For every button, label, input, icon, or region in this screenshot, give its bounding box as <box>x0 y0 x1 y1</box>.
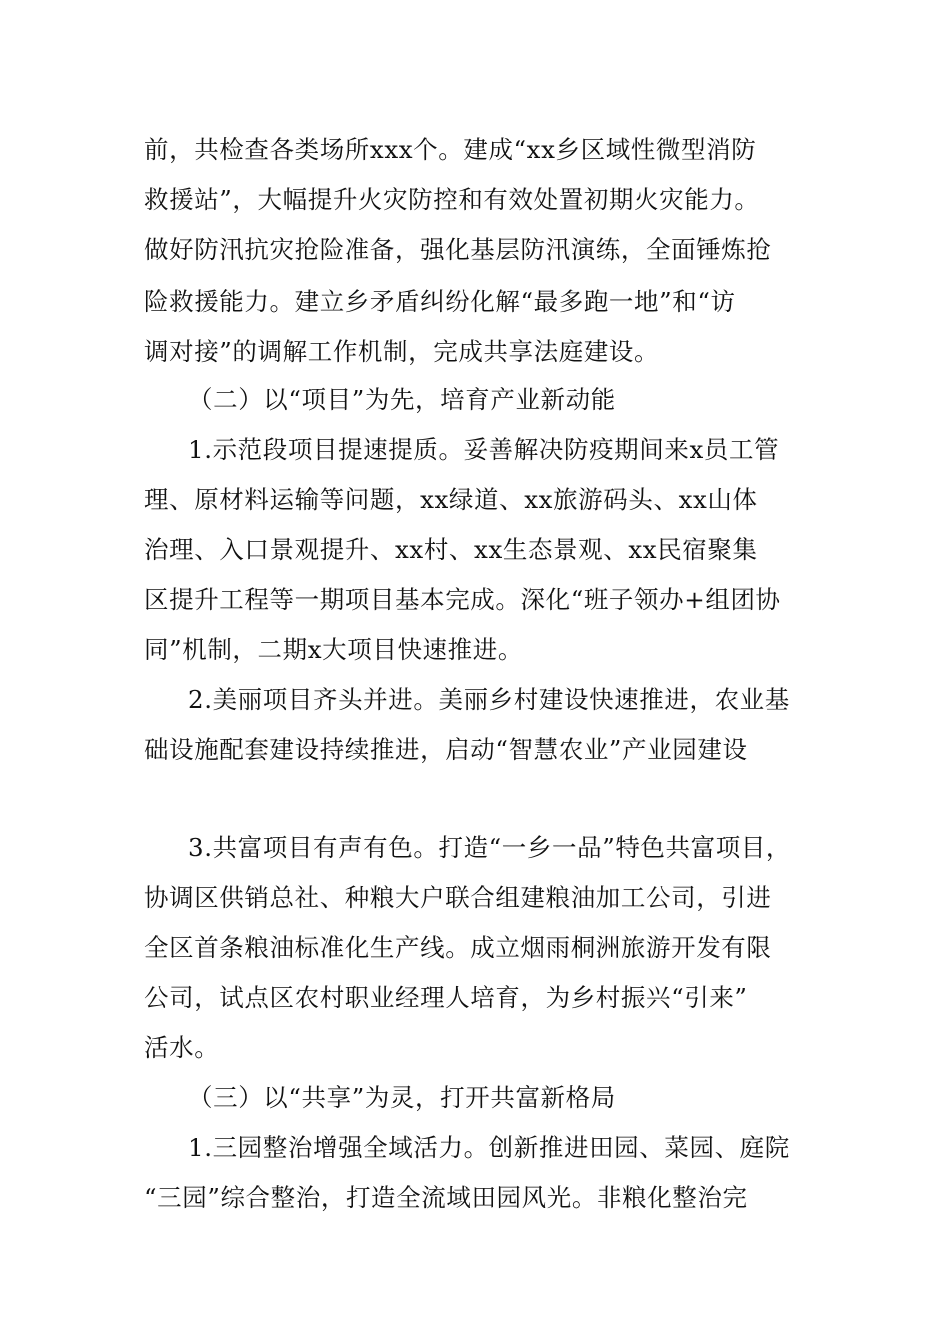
body-text-line: 调对接”的调解工作机制，完成共享法庭建设。 <box>144 337 660 366</box>
body-text-line: 理、原材料运输等问题，xx绿道、xx旅游码头、xx山体 <box>144 485 758 514</box>
body-text-line: 同”机制，二期x大项目快速推进。 <box>144 635 523 664</box>
body-text-line: 全区首条粮油标准化生产线。成立烟雨桐洲旅游开发有限 <box>144 933 772 962</box>
body-text-line: 前，共检查各类场所xxx个。建成“xx乡区域性微型消防 <box>144 135 757 164</box>
body-text-line: 公司，试点区农村职业经理人培育，为乡村振兴“引来” <box>144 983 748 1012</box>
body-text-line: 救援站”，大幅提升火灾防控和有效处置初期火灾能力。 <box>144 185 760 214</box>
section-heading-2: （二）以“项目”为先，培育产业新动能 <box>188 385 616 414</box>
body-text-line: 区提升工程等一期项目基本完成。深化“班子领办+组团协 <box>144 585 781 614</box>
paragraph-start-line: 1.示范段项目提速提质。妥善解决防疫期间来x员工管 <box>188 435 780 464</box>
paragraph-start-line: 3.共富项目有声有色。打造“一乡一品”特色共富项目， <box>188 833 792 862</box>
paragraph-start-line: 2.美丽项目齐头并进。美丽乡村建设快速推进，农业基 <box>188 685 790 714</box>
body-text-line: 活水。 <box>144 1033 220 1062</box>
body-text-line: 础设施配套建设持续推进，启动“智慧农业”产业园建设 <box>144 735 748 764</box>
body-text-line: 协调区供销总社、种粮大户联合组建粮油加工公司，引进 <box>144 883 772 912</box>
body-text-line: “三园”综合整治，打造全流域田园风光。非粮化整治完 <box>144 1183 748 1212</box>
body-text-line: 做好防汛抗灾抢险准备，强化基层防汛演练，全面锤炼抢 <box>144 235 772 264</box>
body-text-line: 治理、入口景观提升、xx村、xx生态景观、xx民宿聚集 <box>144 535 758 564</box>
section-heading-3: （三）以“共享”为灵，打开共富新格局 <box>188 1083 616 1112</box>
body-text-line: 险救援能力。建立乡矛盾纠纷化解“最多跑一地”和“访 <box>144 287 736 316</box>
paragraph-start-line: 1.三园整治增强全域活力。创新推进田园、菜园、庭院 <box>188 1133 790 1162</box>
